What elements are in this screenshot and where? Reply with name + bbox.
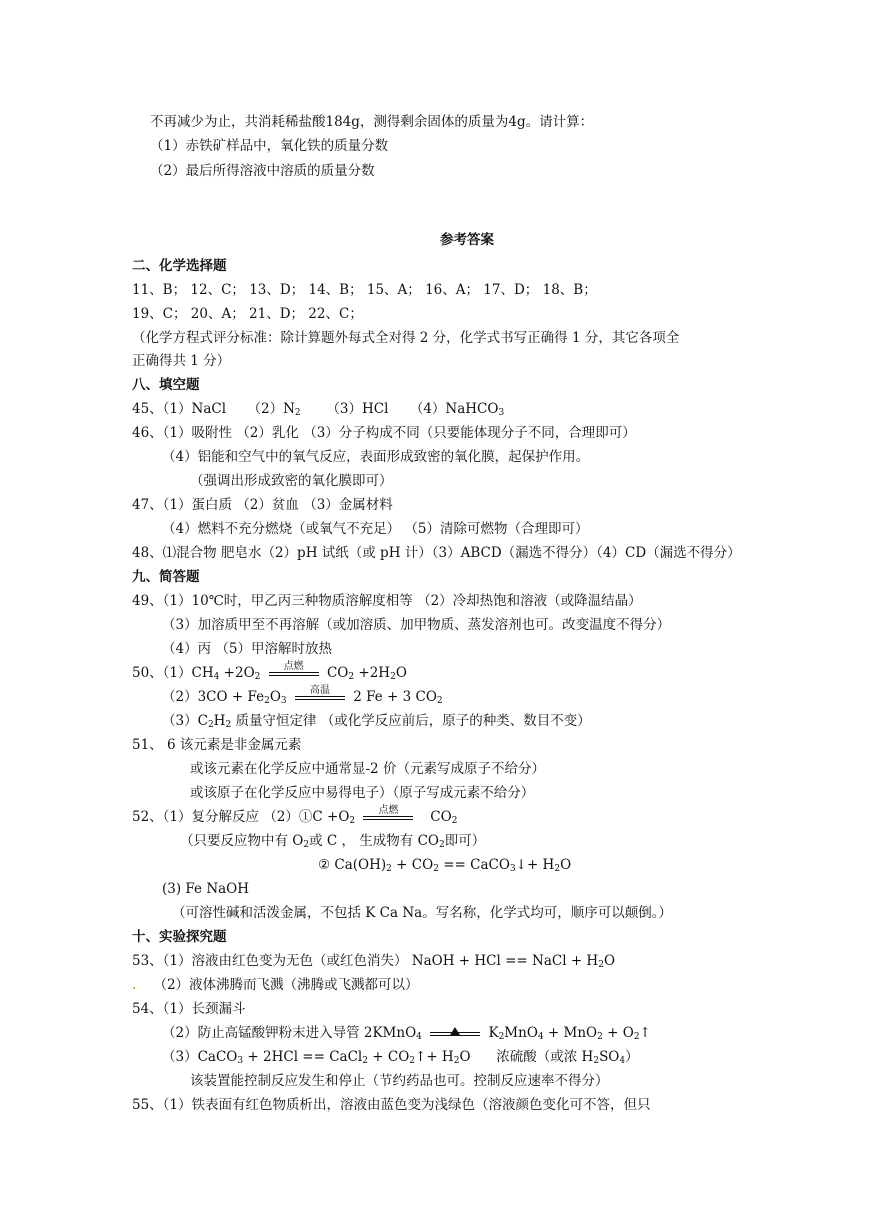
q51-line-3: 或该原子在化学反应中易得电子）（原子写成元素不给分） bbox=[190, 785, 535, 801]
scoring-note-2: 正确得共 1 分） bbox=[132, 353, 231, 369]
section-2-heading: 二、化学选择题 bbox=[132, 258, 227, 274]
q50-line-3: $(3)C_2H_2$ 质量守恒定律 （或化学反应前后，原子的种类、数目不变） bbox=[162, 713, 591, 730]
q49-line-2: （3）加溶质甲至不再溶解（或加溶质、加甲物质、蒸发溶剂也可。改变温度不得分） bbox=[162, 617, 671, 633]
reaction-condition: 点燃 bbox=[269, 663, 319, 683]
q53-line-1: 53、（1）溶液由红色变为无色（或红色消失） NaOH + HCl == NaCl + $H_2O$ bbox=[132, 953, 616, 970]
q46-line-1: 46、（1）吸附性 （2）乳化 （3）分子构成不同（只要能体现分子不同，合理即可） bbox=[132, 425, 636, 441]
q52-line-5: （可溶性碱和活泼金属，不包括 K Ca Na。写名称，化学式均可，顺序可以颠倒。） bbox=[172, 905, 672, 921]
q49-line-3: （4）丙 （5）甲溶解时放热 bbox=[162, 641, 332, 657]
q50-line-2: $(2)3CO + Fe_2O_3$ 高温 2 Fe + 3 $CO_2$ bbox=[162, 685, 443, 706]
scoring-note-1: （化学方程式评分标准：除计算题外每式全对得 2 分，化学式书写正确得 1 分，其它各项全 bbox=[132, 330, 680, 346]
q54-line-2: （2）防止高锰酸钾粉末进入导管 2KMnO$_4$ $K_2MnO_4 + MnO_2$ + $O_2↑$ bbox=[162, 1025, 651, 1042]
q46-line-3: （强调出形成致密的氧化膜即可） bbox=[190, 473, 393, 489]
q54-line-3: （3）CaCO$_3$ + 2HCl == CaCl$_2$ + $CO_2↑+ H_2O$ 浓硫酸（或浓 $H_2SO_4$） bbox=[162, 1049, 639, 1066]
q49-line-1: 49、（1）10℃时，甲乙丙三种物质溶解度相等 （2）冷却热饱和溶液（或降温结晶） bbox=[132, 593, 642, 609]
page-title: 参考答案 bbox=[440, 232, 494, 248]
q52-line-4: (3) Fe NaOH bbox=[162, 881, 250, 897]
q53-line-2: . （2）液体沸腾而飞溅（沸腾或飞溅都可以） bbox=[132, 977, 419, 993]
q45: 45、（1）NaCl $(2)N_2$ （3）HCl （4）NaHCO$_3$ bbox=[132, 401, 505, 418]
q11-18-answers: 11、B； 12、C； 13、D； 14、B； 15、A； 16、A； 17、D； 18、B； bbox=[132, 282, 597, 298]
heat-condition-icon bbox=[430, 1023, 480, 1043]
section-9-heading: 九、简答题 bbox=[132, 569, 200, 585]
intro-line-1: 不再减少为止，共消耗稀盐酸184g，测得剩余固体的质量为4g。请计算： bbox=[150, 114, 594, 130]
q47-line-2: （4）燃料不充分燃烧（或氧气不充足） （5）清除可燃物（合理即可） bbox=[162, 521, 589, 537]
q55-line-1: 55、（1）铁表面有红色物质析出，溶液由蓝色变为浅绿色（溶液颜色变化可不答，但只 bbox=[132, 1097, 651, 1113]
q50-line-1: 50、$(1)CH_4 +2O_2$ 点燃 $CO_2 +2H_2O$ bbox=[132, 661, 407, 682]
q47-line-1: 47、（1）蛋白质 （2）贫血 （3）金属材料 bbox=[132, 497, 393, 513]
reaction-condition: 高温 bbox=[295, 687, 345, 707]
section-10-heading: 十、实验探究题 bbox=[132, 929, 227, 945]
q54-line-1: 54、（1）长颈漏斗 bbox=[132, 1001, 246, 1017]
q52-line-3: ② $Ca(OH)_2 + CO_2$ == CaCO$_3$↓+ $H_2O$ bbox=[318, 857, 572, 874]
q46-line-2: （4）铝能和空气中的氧气反应，表面形成致密的氧化膜，起保护作用。 bbox=[162, 449, 590, 465]
reaction-condition: 点燃 bbox=[363, 807, 413, 827]
bullet-dot: . bbox=[132, 977, 137, 993]
q52-line-1: 52、（1）复分解反应 （2）①C $+O_2$ 点燃 $CO_2$ bbox=[132, 805, 458, 826]
q51-line-2: 或该元素在化学反应中通常显-2 价（元素写成原子不给分） bbox=[190, 761, 545, 777]
q48: 48、⑴混合物 肥皂水（2）pH 试纸（或 pH 计）（3）ABCD（漏选不得分）（4）CD（漏选不得分） bbox=[132, 545, 741, 561]
q52-line-2: （只要反应物中有 $O_2$或 C ， 生成物有 $CO_2$即可） bbox=[180, 833, 486, 850]
intro-line-2: （1）赤铁矿样品中，氧化铁的质量分数 bbox=[150, 138, 389, 154]
q19-22-answers: 19、C； 20、A； 21、D； 22、C； bbox=[132, 306, 363, 322]
q54-line-4: 该装置能控制反应发生和停止（节约药品也可。控制反应速率不得分） bbox=[190, 1073, 609, 1089]
intro-line-3: （2）最后所得溶液中溶质的质量分数 bbox=[150, 163, 375, 179]
q51-line-1: 51、 6 该元素是非金属元素 bbox=[132, 737, 302, 753]
section-8-heading: 八、填空题 bbox=[132, 377, 200, 393]
